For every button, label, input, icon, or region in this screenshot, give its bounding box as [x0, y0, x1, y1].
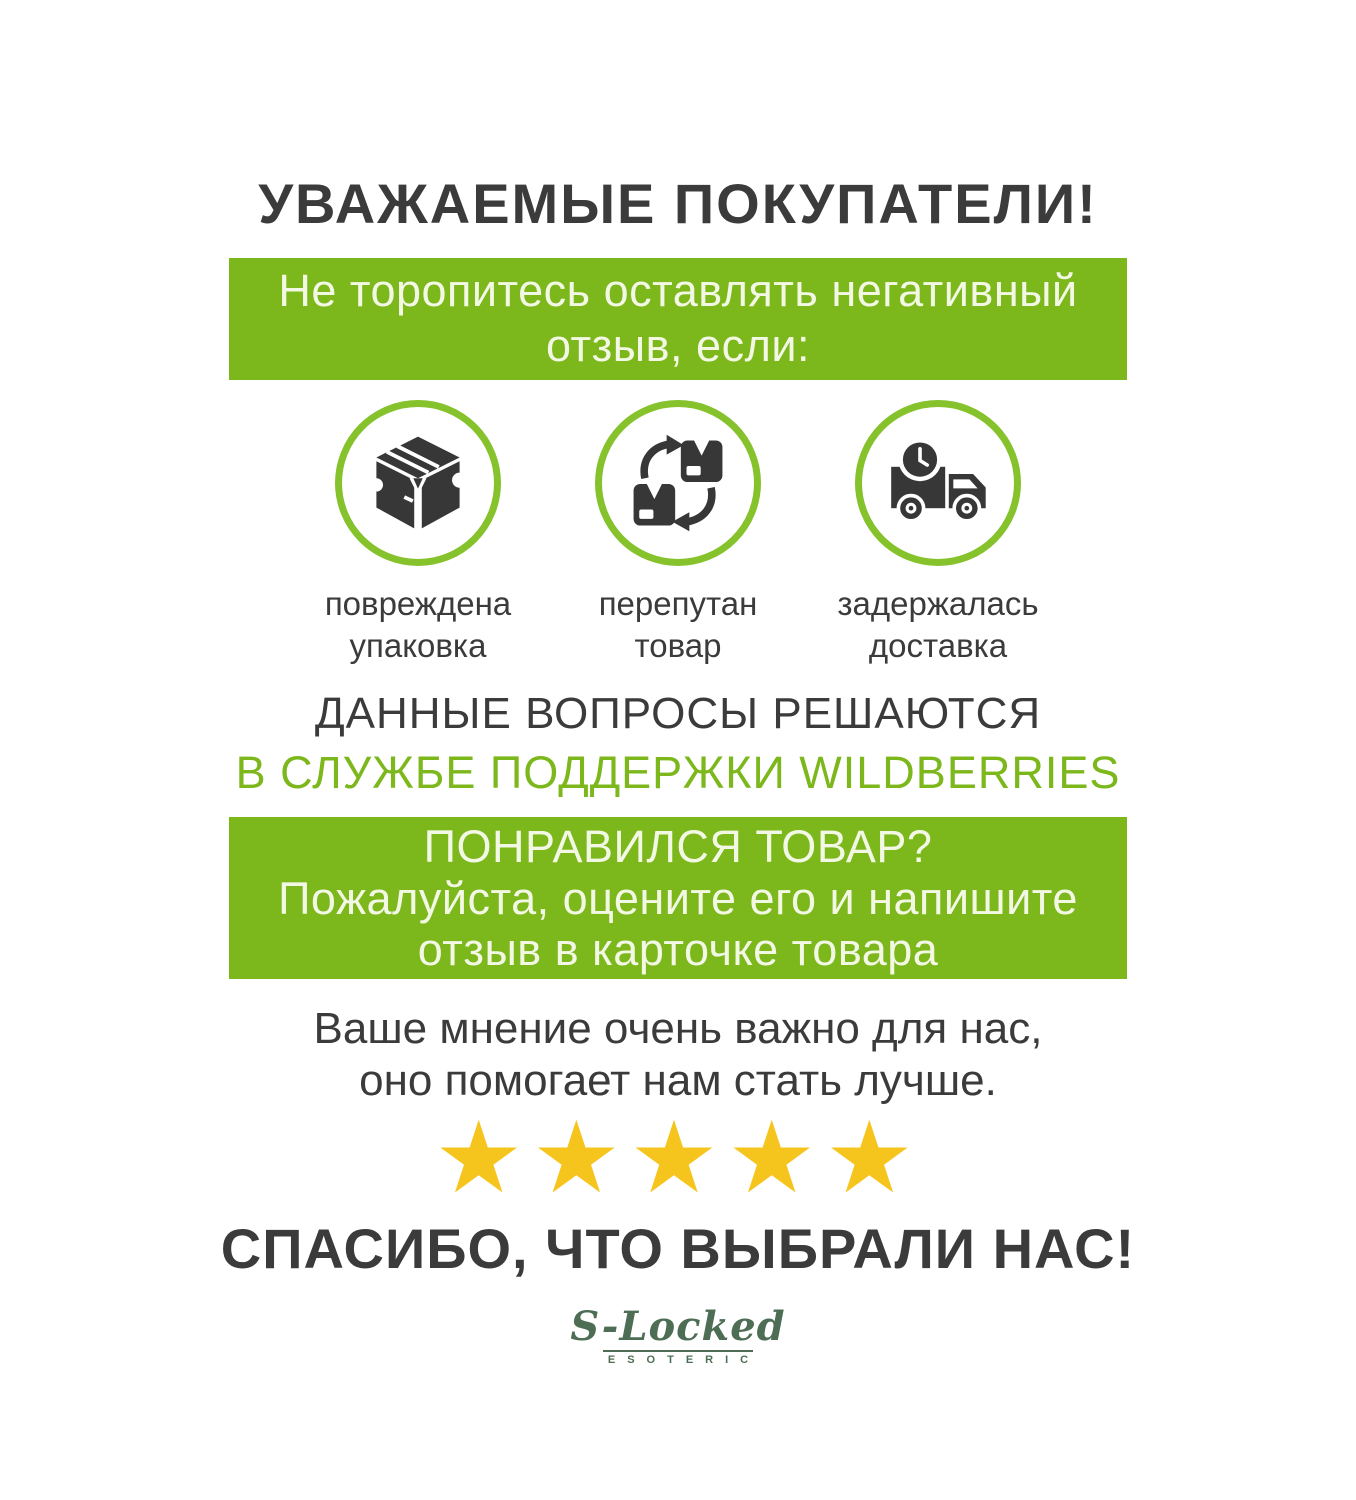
thanks-message: СПАСИБО, ЧТО ВЫБРАЛИ НАС!	[220, 1216, 1136, 1280]
reason-label-swapped-product: перепутан товар	[598, 585, 758, 665]
banner2-line3: отзыв в карточке товара	[417, 924, 939, 976]
banner1-line2: отзыв, если:	[546, 320, 810, 371]
opinion-line2: оно помогает нам стать лучше.	[359, 1055, 997, 1105]
damaged-package-icon	[335, 400, 501, 566]
support-note-line2: В СЛУЖБЕ ПОДДЕРЖКИ WILDBERRIES	[235, 747, 1121, 799]
banner2-line2: Пожалуйста, оцените его и напишите	[278, 872, 1078, 924]
negative-review-banner	[229, 258, 1127, 380]
reason-damaged-package	[288, 400, 548, 667]
liked-product-banner	[229, 817, 1127, 979]
support-note	[0, 689, 1356, 799]
brand-logo-subtitle: ESOTERIC	[607, 1353, 761, 1366]
star-icon: ★	[726, 1098, 825, 1216]
delayed-delivery-icon	[855, 400, 1021, 566]
reasons-row	[288, 400, 1068, 667]
swapped-product-icon	[595, 400, 761, 566]
five-star-rating	[0, 1098, 1356, 1216]
reason-delayed-delivery	[808, 400, 1068, 667]
star-icon: ★	[531, 1098, 630, 1216]
page-title: УВАЖАЕМЫЕ ПОКУПАТЕЛИ!	[258, 172, 1098, 235]
reason-swapped-product	[548, 400, 808, 667]
opinion-line1: Ваше мнение очень важно для нас,	[313, 1004, 1043, 1054]
star-icon: ★	[824, 1098, 923, 1216]
banner1-line1: Не торопитесь оставлять негативный	[278, 265, 1078, 317]
brand-logo-name: S-Locked	[570, 1302, 786, 1350]
brand-logo	[0, 1302, 1356, 1366]
banner2-line1: ПОНРАВИЛСЯ ТОВАР?	[423, 820, 933, 872]
star-icon: ★	[433, 1098, 532, 1216]
support-note-line1: ДАННЫЕ ВОПРОСЫ РЕШАЮТСЯ	[314, 689, 1042, 739]
reason-label-damaged-package: повреждена упаковка	[324, 585, 512, 665]
reason-label-delayed-delivery: задержалась доставка	[837, 585, 1039, 665]
opinion-text	[0, 1003, 1356, 1105]
brand-logo-underline	[603, 1350, 753, 1352]
star-icon: ★	[629, 1098, 727, 1216]
